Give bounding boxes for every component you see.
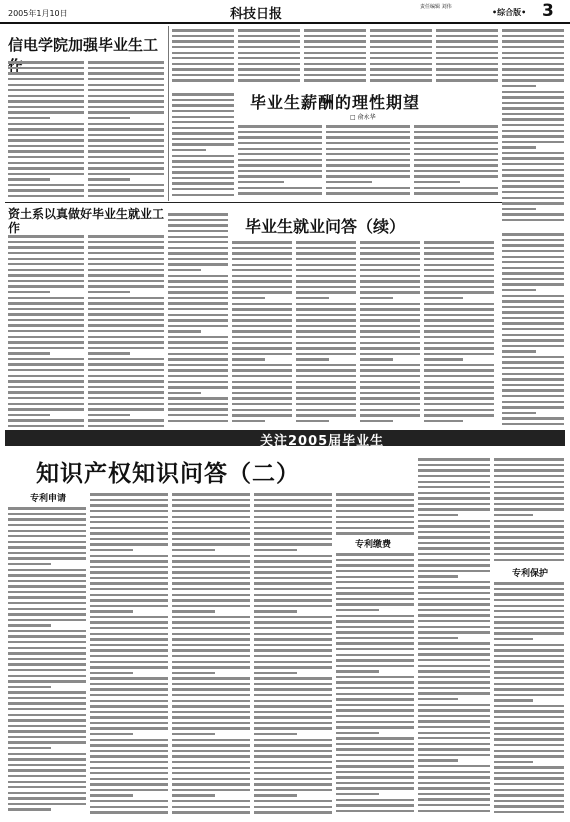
masthead-page-number: 3 xyxy=(542,1,554,21)
article-body-5a xyxy=(8,504,86,816)
article-body-5d xyxy=(254,490,332,816)
article-title-1: 信电学院加强毕业生工 xyxy=(8,36,159,54)
article-byline-2: □ 俞永华 xyxy=(350,114,376,121)
article-body-1b xyxy=(88,58,164,198)
article-body-3a xyxy=(8,232,84,428)
article-body-2j xyxy=(414,122,498,200)
article-title-2: 毕业生薪酬的理性期望 xyxy=(250,93,421,112)
feature-band-title: 关注2005届毕业生 xyxy=(260,434,385,449)
masthead-section: •综合版• xyxy=(492,8,527,17)
article-body-2a xyxy=(172,26,234,86)
article-body-5g xyxy=(418,455,490,816)
article-body-2c xyxy=(304,26,366,86)
article-body-4d xyxy=(424,238,494,428)
article-title-4: 毕业生就业问答（续） xyxy=(245,217,406,236)
article-body-4e xyxy=(502,230,564,428)
section-divider xyxy=(5,202,502,203)
article-body-3c xyxy=(168,210,228,428)
article-body-2d xyxy=(370,26,432,86)
article-title-5: 知识产权知识问答（二） xyxy=(36,461,300,487)
article-body-2e xyxy=(436,26,498,86)
article-body-3b xyxy=(88,232,164,428)
article-body-4c xyxy=(360,238,420,428)
column-rule xyxy=(168,26,169,201)
article-body-2b xyxy=(238,26,300,86)
article-body-5h xyxy=(494,455,564,563)
subhead-patent-fee: 专利缴费 xyxy=(355,540,392,550)
subhead-patent-protect: 专利保护 xyxy=(512,569,549,579)
article-body-5f xyxy=(336,550,414,816)
article-body-5c xyxy=(172,490,250,816)
article-body-5i xyxy=(494,579,564,816)
subhead-patent-apply: 专利申请 xyxy=(30,494,67,504)
article-body-2i xyxy=(326,122,410,200)
masthead-paper-title: 科技日报 xyxy=(230,7,283,22)
article-title-3: 资土系以真做好毕业生就业工作 xyxy=(8,207,165,235)
article-body-4a xyxy=(232,238,292,428)
article-body-2f xyxy=(502,26,564,226)
article-body-5e xyxy=(336,490,414,536)
article-body-2g xyxy=(172,90,234,200)
masthead xyxy=(0,0,570,24)
article-body-2h xyxy=(238,122,322,200)
masthead-editor-note: 责任编辑 刘伟 xyxy=(420,4,452,10)
article-body-1 xyxy=(8,58,84,198)
article-body-4b xyxy=(296,238,356,428)
article-body-5b xyxy=(90,490,168,816)
masthead-date: 2005年1月10日 xyxy=(8,9,68,18)
